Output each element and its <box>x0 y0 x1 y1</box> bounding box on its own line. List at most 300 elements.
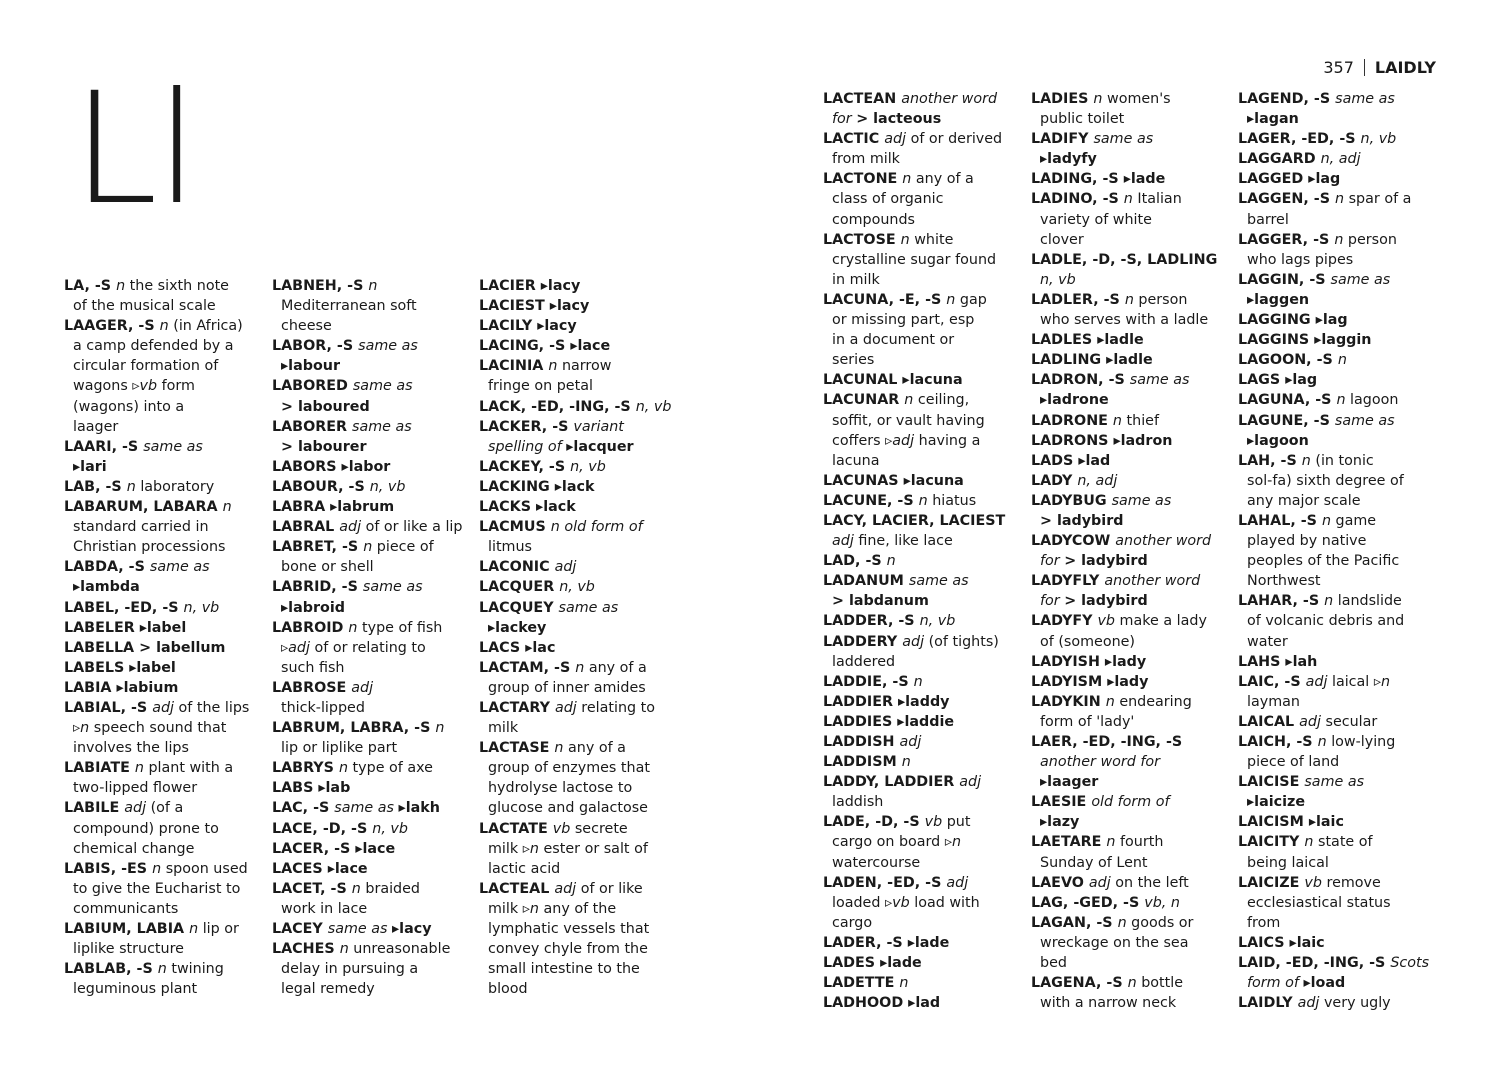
label-text: same as <box>1335 91 1395 107</box>
dictionary-continuation-line <box>1031 752 1217 772</box>
label-text: n <box>550 519 565 536</box>
dictionary-continuation-line <box>823 149 1005 169</box>
dictionary-continuation-line <box>823 330 1005 350</box>
dictionary-entry-line <box>479 336 671 356</box>
dictionary-continuation-line <box>479 678 671 698</box>
headword-text: LAGGARD <box>1238 151 1321 168</box>
headword-text: LACUNE, -S <box>823 492 919 509</box>
headword-text: LABIAL, -S <box>64 699 153 716</box>
headword-text: LAICIZE <box>1238 874 1305 891</box>
dictionary-continuation-line <box>272 738 462 758</box>
headword-text: LADRONS <box>1031 432 1114 449</box>
label-text: n <box>899 975 909 992</box>
headword-text: LAB, -S <box>64 478 127 495</box>
dictionary-entry-line <box>1031 370 1217 390</box>
section-letter: Ll <box>72 60 197 239</box>
definition-text: milk <box>488 840 523 857</box>
headword-text: LADING, -S <box>1031 171 1124 188</box>
definition-text: variety of white <box>1040 211 1152 228</box>
dictionary-continuation-line <box>823 591 1005 611</box>
label-text: form of <box>1247 975 1304 992</box>
dictionary-entry-line <box>272 879 462 899</box>
headword-text: LABORER <box>272 418 352 435</box>
dictionary-entry-line <box>823 993 1005 1013</box>
dictionary-continuation-line <box>64 839 249 859</box>
dictionary-continuation-line <box>1238 893 1429 913</box>
definition-text: fine, like lace <box>858 533 953 550</box>
label-text: n <box>1105 693 1120 710</box>
label-text: n, adj <box>1077 472 1118 489</box>
definition-text: group of enzymes that <box>488 760 650 777</box>
dictionary-continuation-line <box>1031 230 1217 250</box>
label-text: adj <box>124 800 151 817</box>
dictionary-continuation-line <box>1238 973 1429 993</box>
headword-text: LADLE, -D, -S, LADLING <box>1031 251 1218 268</box>
definition-text: remove <box>1326 874 1381 891</box>
headword-text: LAGGER, -S <box>1238 231 1335 248</box>
headword-text: ▸lag <box>1308 171 1341 188</box>
dictionary-entry-line <box>823 632 1005 652</box>
definition-text: ceiling, <box>917 392 970 409</box>
dictionary-continuation-line <box>1238 531 1429 551</box>
headword-text: LACKING <box>479 478 555 495</box>
dictionary-entry-line <box>479 276 671 296</box>
dictionary-continuation-line <box>64 577 249 597</box>
dictionary-continuation-line <box>823 853 1005 873</box>
headword-text: ▸laggin <box>1314 332 1372 349</box>
definition-text: the sixth note <box>129 278 229 294</box>
headword-text: LACHES <box>272 941 340 958</box>
dictionary-entry-line <box>479 497 671 517</box>
label-text: old form of <box>564 519 643 536</box>
definition-text: secular <box>1325 713 1378 730</box>
definition-text: ester or salt of <box>543 840 648 857</box>
headword-text: > ladybird <box>1040 512 1124 529</box>
definition-text: having a <box>918 432 981 449</box>
headword-text: LAICISM <box>1238 814 1309 831</box>
page-number: 357 <box>1323 58 1354 77</box>
dictionary-entry-line <box>64 316 249 336</box>
dictionary-continuation-line <box>823 109 1005 129</box>
headword-text: LADE, -D, -S <box>823 814 925 831</box>
dictionary-continuation-line <box>1031 511 1217 531</box>
definition-text: laical <box>1331 673 1374 690</box>
dictionary-continuation-line <box>823 893 1005 913</box>
definition-text: form <box>161 378 195 395</box>
dictionary-entry-line <box>479 658 671 678</box>
dictionary-entry-line <box>1031 189 1217 209</box>
dictionary-continuation-line <box>64 356 249 376</box>
headword-text: ▸label <box>129 659 176 676</box>
headword-text: ▸laddie <box>897 713 955 730</box>
dictionary-entry-line <box>272 819 462 839</box>
definition-text: state of <box>1318 834 1373 851</box>
dictionary-continuation-line <box>272 557 462 577</box>
dictionary-entry-line <box>1238 712 1429 732</box>
definition-text: any of a <box>915 171 974 188</box>
headword-text: ▸ladrone <box>1040 392 1109 409</box>
headword-text: LABIA <box>64 679 117 696</box>
label-text: n <box>159 318 174 335</box>
headword-text: ▸ladle <box>1106 352 1153 369</box>
definition-text: lacuna <box>832 452 880 469</box>
definition-text: secrete <box>574 820 628 837</box>
definition-text: with a narrow neck <box>1040 995 1177 1012</box>
definition-text: unreasonable <box>353 941 451 958</box>
dictionary-column-6 <box>1238 89 1429 1013</box>
dictionary-entry-line <box>1238 672 1429 692</box>
dictionary-continuation-line <box>1031 109 1217 129</box>
definition-text: any of a <box>568 740 626 757</box>
headword-text: ▸lacy <box>540 278 581 294</box>
label-text: adj <box>554 880 581 897</box>
definition-text: plant with a <box>148 760 234 777</box>
headword-text: LADER, -S <box>823 934 908 951</box>
dictionary-entry-line <box>1031 792 1217 812</box>
label-text: adj <box>832 533 859 550</box>
dictionary-entry-line <box>64 678 249 698</box>
headword-text: LABDA, -S <box>64 559 150 576</box>
label-text: same as <box>1334 412 1395 429</box>
headword-text: LACK, -ED, -ING, -S <box>479 398 636 415</box>
headword-text: ▸lade <box>1123 171 1166 188</box>
dictionary-entry-line <box>1031 672 1217 692</box>
label-text: ▹vb <box>132 378 162 395</box>
dictionary-continuation-line <box>823 913 1005 933</box>
headword-text: LACKER, -S <box>479 418 574 435</box>
dictionary-entry-line <box>272 839 462 859</box>
label-text: same as <box>334 800 399 817</box>
definition-text: two-lipped flower <box>73 780 198 797</box>
definition-text: any of a <box>588 659 647 676</box>
dictionary-continuation-line <box>64 738 249 758</box>
label-text: n <box>886 553 896 570</box>
label-text: adj <box>554 699 582 716</box>
dictionary-entry-line <box>64 638 249 658</box>
dictionary-continuation-line <box>823 189 1005 209</box>
dictionary-continuation-line <box>479 618 671 638</box>
dictionary-continuation-line <box>479 859 671 879</box>
dictionary-continuation-line <box>1238 250 1429 270</box>
dictionary-column-3 <box>479 276 671 999</box>
definition-text: braided <box>365 880 421 897</box>
dictionary-continuation-line <box>1031 210 1217 230</box>
definition-text: narrow <box>561 358 612 375</box>
dictionary-entry-line <box>823 732 1005 752</box>
headword-text: LADYCOW <box>1031 533 1116 550</box>
definition-text: series <box>832 352 875 369</box>
dictionary-entry-line <box>1238 732 1429 752</box>
dictionary-entry-line <box>272 778 462 798</box>
label-text: same as <box>352 418 412 435</box>
headword-text: LACER, -S <box>272 840 356 857</box>
headword-text: LACUNAS <box>823 472 904 489</box>
label-text: n <box>1324 593 1338 610</box>
dictionary-entry-line <box>823 471 1005 491</box>
dictionary-entry-line <box>1238 310 1429 330</box>
headword-text: ▸lag <box>1285 372 1318 389</box>
dictionary-entry-line <box>479 638 671 658</box>
dictionary-continuation-line <box>64 979 249 999</box>
headword-text: LABOR, -S <box>272 338 359 355</box>
definition-text: hiatus <box>932 492 977 509</box>
headword-text: ▸labium <box>116 679 179 696</box>
headword-text: ▸ladle <box>1097 332 1144 349</box>
definition-text: water <box>1247 633 1288 650</box>
dictionary-continuation-line <box>64 517 249 537</box>
headword-text: LACUNAR <box>823 392 905 409</box>
dictionary-entry-line <box>64 859 249 879</box>
headword-text: LAGUNE, -S <box>1238 412 1335 429</box>
dictionary-entry-line <box>479 598 671 618</box>
definition-text: of or derived <box>910 131 1003 148</box>
headword-text: LA, -S <box>64 278 117 294</box>
label-text: old form of <box>1091 794 1170 811</box>
headword-text: ▸lagoon <box>1247 432 1309 449</box>
dictionary-continuation-line <box>272 959 462 979</box>
headword-text: LAHAL, -S <box>1238 512 1322 529</box>
dictionary-entry-line <box>272 798 462 818</box>
label-text: n, vb <box>369 478 406 495</box>
label-text: adj <box>1299 713 1326 730</box>
definition-text: type of axe <box>352 760 433 777</box>
definition-text: (of tights) <box>928 633 999 650</box>
dictionary-entry-line <box>479 356 671 376</box>
headword-text: LAGGEN, -S <box>1238 191 1335 208</box>
headword-text: ▸lab <box>318 780 351 797</box>
dictionary-continuation-line <box>1238 471 1429 491</box>
definition-text: piece of land <box>1247 754 1340 771</box>
definition-text: spoon used <box>165 860 248 877</box>
definition-text: being laical <box>1247 854 1329 871</box>
headword-text: LAICITY <box>1238 834 1305 851</box>
dictionary-entry-line <box>1238 129 1429 149</box>
dictionary-entry-line <box>1238 390 1429 410</box>
dictionary-column-5 <box>1031 89 1217 1013</box>
headword-text: LADS <box>1031 452 1079 469</box>
headword-text: LAC, -S <box>272 800 335 817</box>
definition-text: delay in pursuing a <box>281 961 419 978</box>
label-text: n <box>152 860 166 877</box>
definition-text: involves the lips <box>73 740 189 757</box>
dictionary-entry-line <box>1031 531 1217 551</box>
dictionary-entry-line <box>823 752 1005 772</box>
dictionary-entry-line <box>1031 129 1217 149</box>
headword-text: ▸lady <box>1107 673 1149 690</box>
dictionary-entry-line <box>64 598 249 618</box>
headword-text: ▸laicize <box>1247 794 1306 811</box>
headword-text: LACQUER <box>479 579 560 596</box>
dictionary-entry-line <box>1238 330 1429 350</box>
dictionary-continuation-line <box>1031 551 1217 571</box>
label-text: n <box>338 760 353 777</box>
label-text: n <box>1093 91 1108 107</box>
definition-text: (of a <box>150 800 184 817</box>
headword-text: LACTOSE <box>823 231 901 248</box>
dictionary-continuation-line <box>823 411 1005 431</box>
headword-text: ▸labrum <box>330 499 395 516</box>
dictionary-entry-line <box>823 129 1005 149</box>
headword-text: LADLER, -S <box>1031 291 1125 308</box>
headword-text: ▸labroid <box>281 599 345 616</box>
label-text: n <box>222 499 232 516</box>
headword-text: LACKS <box>479 499 537 516</box>
label-text: ▹n <box>944 834 962 851</box>
dictionary-continuation-line <box>1031 953 1217 973</box>
definition-text: who serves with a ladle <box>1040 312 1209 329</box>
label-text: adj <box>554 559 577 576</box>
dictionary-entry-line <box>479 296 671 316</box>
headword-text: LABRYS <box>272 760 339 777</box>
headword-text: ▸lag <box>1315 312 1348 329</box>
definition-text: thick-lipped <box>281 699 365 716</box>
dictionary-entry-line <box>1031 692 1217 712</box>
definition-text: gap <box>959 291 987 308</box>
definition-text: game <box>1335 512 1377 529</box>
label-text: n <box>913 673 923 690</box>
headword-text: LAID, -ED, -ING, -S <box>1238 955 1391 972</box>
label-text: same as <box>1111 492 1172 509</box>
headword-text: LABELLA <box>64 639 140 656</box>
dictionary-continuation-line <box>1031 390 1217 410</box>
label-text: ▹n <box>522 840 544 857</box>
headword-text: LADYISM <box>1031 673 1108 690</box>
dictionary-continuation-line <box>479 939 671 959</box>
definition-text: type of fish <box>362 619 443 636</box>
dictionary-entry-line <box>1031 611 1217 631</box>
headword-text: LAG, -GED, -S <box>1031 894 1145 911</box>
dictionary-continuation-line <box>823 210 1005 230</box>
dictionary-entry-line <box>1238 953 1429 973</box>
headword-text: LADIES <box>1031 91 1094 107</box>
dictionary-continuation-line <box>823 792 1005 812</box>
headword-text: ▸lacy <box>537 318 577 335</box>
definition-text: laddish <box>832 794 884 811</box>
dictionary-entry-line <box>823 712 1005 732</box>
dictionary-entry-line <box>1238 993 1429 1013</box>
dictionary-entry-line <box>479 517 671 537</box>
label-text: adj <box>902 633 929 650</box>
definition-text: public toilet <box>1040 111 1125 128</box>
headword-text: ▸ladron <box>1113 432 1173 449</box>
label-text: n <box>126 478 141 495</box>
label-text: same as <box>1330 271 1391 288</box>
headword-text: LAICAL <box>1238 713 1300 730</box>
definition-text: laddered <box>832 653 896 670</box>
running-head-word: LAIDLY <box>1374 58 1436 77</box>
dictionary-entry-line <box>64 477 249 497</box>
definition-text: lymphatic vessels that <box>488 921 650 937</box>
definition-text: piece of <box>376 539 434 556</box>
dictionary-entry-line <box>272 537 462 557</box>
label-text: n <box>918 492 933 509</box>
dictionary-entry-line <box>823 953 1005 973</box>
definition-text: laboratory <box>140 478 215 495</box>
label-text: ▹vb <box>884 894 915 911</box>
label-text: n, vb <box>1040 271 1076 288</box>
headword-text: LACUNAL <box>823 372 903 389</box>
dictionary-entry-line <box>64 497 249 517</box>
dictionary-entry-line <box>1238 230 1429 250</box>
headword-text: ▸laggen <box>1247 291 1310 308</box>
dictionary-continuation-line <box>1031 712 1217 732</box>
label-text: n <box>435 720 445 737</box>
headword-text: ▸label <box>139 619 187 636</box>
dictionary-continuation-line <box>479 437 671 457</box>
dictionary-continuation-line <box>1238 752 1429 772</box>
label-text: n <box>348 619 363 636</box>
definition-text: loaded <box>832 894 885 911</box>
label-text: ▹n <box>1373 673 1391 690</box>
label-text: adj <box>1305 673 1332 690</box>
headword-text: LABEL, -ED, -S <box>64 599 184 616</box>
dictionary-entry-line <box>272 276 462 296</box>
label-text: n <box>548 358 562 375</box>
label-text: adj <box>899 734 922 750</box>
definition-text: form of 'lady' <box>1040 713 1135 730</box>
label-text: n <box>351 880 366 897</box>
definition-text: person <box>1347 231 1397 248</box>
dictionary-continuation-line <box>1238 210 1429 230</box>
dictionary-entry-line <box>1238 832 1429 852</box>
definition-text: legal remedy <box>281 981 375 998</box>
label-text: n <box>1127 975 1142 992</box>
headword-text: LAER, -ED, -ING, -S <box>1031 734 1183 750</box>
dictionary-entry-line <box>1238 350 1429 370</box>
definition-text: peoples of the Pacific <box>1247 553 1400 570</box>
headword-text: ▸laddy <box>897 693 950 710</box>
dictionary-entry-line <box>1031 411 1217 431</box>
headword-text: ▸lac <box>525 639 556 656</box>
dictionary-continuation-line <box>1031 812 1217 832</box>
definition-text: or missing part, esp <box>832 312 975 329</box>
dictionary-continuation-line <box>823 310 1005 330</box>
label-text: for <box>1040 553 1065 570</box>
definition-text: hydrolyse lactose to <box>488 780 633 797</box>
definition-text: group of inner amides <box>488 679 646 696</box>
dictionary-continuation-line <box>479 718 671 738</box>
definition-text: fringe on petal <box>488 378 593 395</box>
dictionary-entry-line <box>272 336 462 356</box>
headword-text: ▸lack <box>536 499 576 516</box>
dictionary-continuation-line <box>272 316 462 336</box>
label-text: same as <box>908 573 969 590</box>
dictionary-continuation-line <box>272 437 462 457</box>
headword-text: ▸labor <box>341 458 391 475</box>
headword-text: LACET, -S <box>272 880 352 897</box>
dictionary-entry-line <box>272 477 462 497</box>
dictionary-continuation-line <box>64 336 249 356</box>
dictionary-continuation-line <box>479 919 671 939</box>
dictionary-continuation-line <box>272 979 462 999</box>
definition-text: compound) prone to <box>73 820 219 837</box>
dictionary-entry-line <box>1238 873 1429 893</box>
definition-text: lip or <box>202 921 239 937</box>
headword-text: LABLAB, -S <box>64 961 158 978</box>
dictionary-entry-line <box>64 698 249 718</box>
dictionary-entry-line <box>823 692 1005 712</box>
definition-text: cargo on board <box>832 834 945 851</box>
headword-text: LABROSE <box>272 679 352 696</box>
dictionary-entry-line <box>479 457 671 477</box>
headword-text: LAGER, -ED, -S <box>1238 131 1361 148</box>
headword-text: LACTEAN <box>823 91 902 107</box>
headword-text: LAESIE <box>1031 794 1092 811</box>
dictionary-entry-line <box>823 230 1005 250</box>
headword-text: LABS <box>272 780 319 797</box>
label-text: n, vb <box>372 820 408 837</box>
dictionary-continuation-line <box>1031 853 1217 873</box>
